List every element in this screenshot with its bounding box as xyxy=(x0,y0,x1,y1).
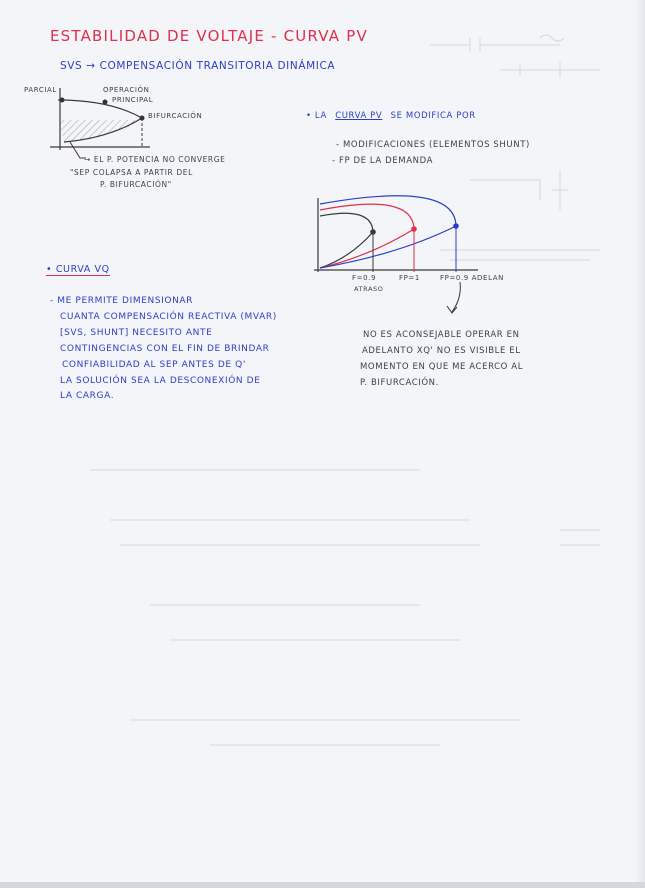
pv-nose-lagging xyxy=(370,229,376,235)
vq-line-5: CONFIABILIDAD AL SEP ANTES DE Q' xyxy=(62,360,246,370)
diagram-note-2: "SEP COLAPSA A PARTIR DEL xyxy=(70,168,193,177)
modifier-item-1: - MODIFICACIONES (ELEMENTOS SHUNT) xyxy=(336,140,530,150)
intro-tail: SE MODIFICA POR xyxy=(390,111,476,121)
tick-unity: FP=1 xyxy=(399,274,420,282)
modifier-item-2: - FP DE LA DEMANDA xyxy=(332,156,433,166)
label-bifurcacion: BIFURCACIÓN xyxy=(148,112,203,120)
vq-line-4: CONTINGENCIAS CON EL FIN DE BRINDAR xyxy=(60,344,270,354)
vq-line-6: LA SOLUCIÓN SEA LA DESCONEXIÓN DE xyxy=(60,376,261,386)
vq-line-7: LA CARGA. xyxy=(60,391,115,401)
subtitle: SVS → COMPENSACIÓN TRANSITORIA DINÁMICA xyxy=(60,60,336,72)
tick-lagging-sub: ATRASO xyxy=(354,285,384,293)
tick-leading: FP=0.9 ADELAN xyxy=(440,274,504,282)
page-title: ESTABILIDAD DE VOLTAJE - CURVA PV xyxy=(50,27,368,45)
chart-note-2: ADELANTO XQ' NO ES VISIBLE EL xyxy=(362,346,521,356)
vq-line-2: CUANTA COMPENSACIÓN REACTIVA (MVAR) xyxy=(60,312,277,322)
chart-note-4: P. BIFURCACIÓN. xyxy=(360,378,439,388)
label-parcial: PARCIAL xyxy=(24,86,57,94)
vq-line-1: - ME PERMITE DIMENSIONAR xyxy=(50,296,194,306)
pv-nose-leading xyxy=(453,223,459,229)
label-operacion: OPERACIÓN xyxy=(103,86,150,94)
chart-note-1: NO ES ACONSEJABLE OPERAR EN xyxy=(363,330,520,340)
intro-curve-name: CURVA PV xyxy=(335,111,383,121)
diagram-note-1: → EL P. POTENCIA NO CONVERGE xyxy=(84,155,226,164)
intro-bullet: • LA xyxy=(306,111,327,121)
pv-nose-unity xyxy=(411,226,417,232)
vq-heading xyxy=(46,264,110,275)
pv-curve-lagging xyxy=(320,213,373,268)
diagram-note-3: P. BIFURCACIÓN" xyxy=(100,180,172,189)
chart-note-3: MOMENTO EN QUE ME ACERCO AL xyxy=(360,362,524,372)
vq-line-3: [SVS, SHUNT] NECESITO ANTE xyxy=(60,328,213,338)
vq-heading-text: • CURVA VQ xyxy=(46,264,110,275)
tick-lagging: F=0.9 xyxy=(352,274,377,282)
label-principal: PRINCIPAL xyxy=(112,96,154,104)
